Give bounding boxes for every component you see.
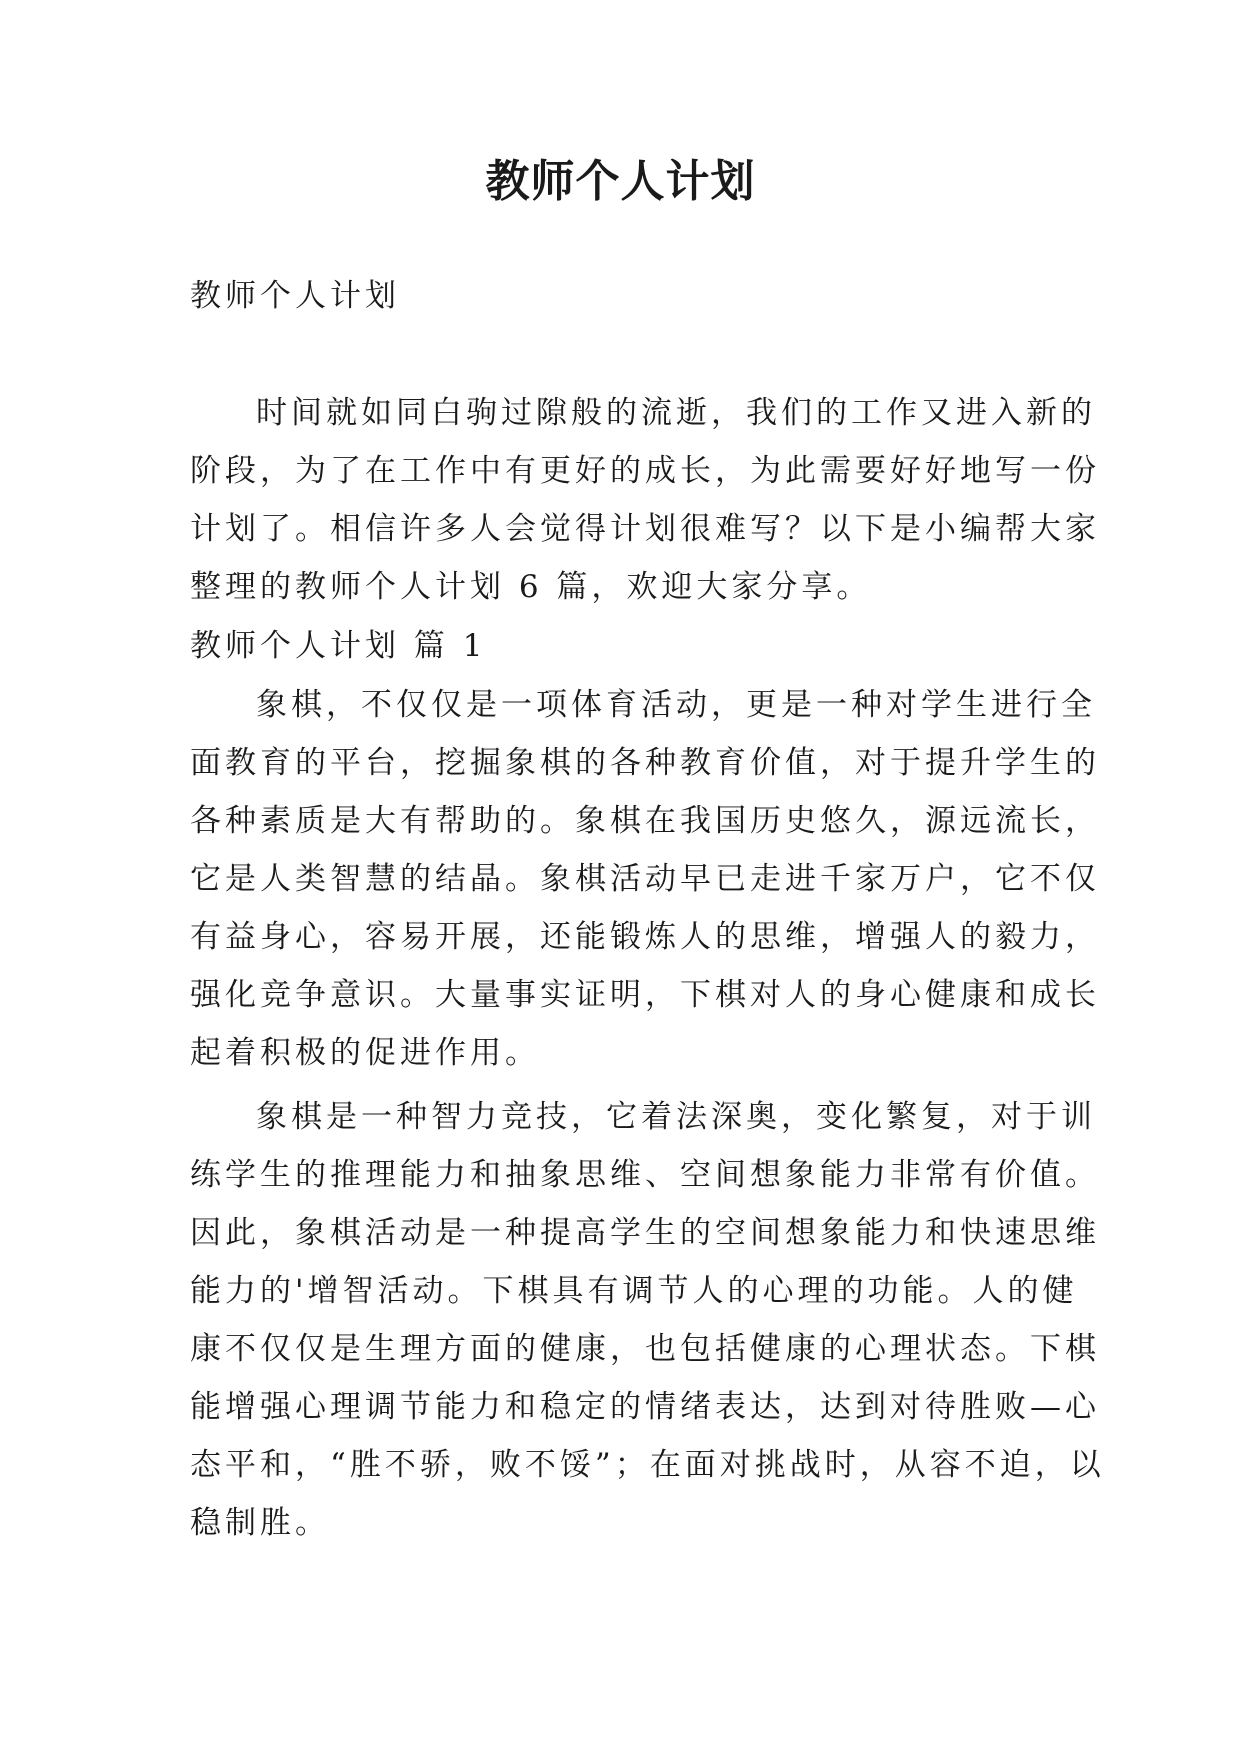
paragraph-line: 象棋是一种智力竞技，它着法深奥，变化繁复，对于训 bbox=[256, 1099, 1096, 1135]
paragraph-line: 面教育的平台，挖掘象棋的各种教育价值，对于提升学生的 bbox=[190, 745, 1100, 781]
document-body bbox=[190, 270, 1105, 1552]
paragraph-line: 整理的教师个人计划 6 篇，欢迎大家分享。 bbox=[190, 569, 872, 605]
body-paragraph-2 bbox=[190, 1088, 1105, 1552]
paragraph-line: 有益身心，容易开展，还能锻炼人的思维，增强人的毅力， bbox=[190, 919, 1100, 955]
paragraph-line: 态平和，“胜不骄，败不馁”；在面对挑战时，从容不迫，以 bbox=[190, 1447, 1105, 1483]
document-title: 教师个人计划 bbox=[485, 156, 756, 207]
paragraph-line: 起着积极的促进作用。 bbox=[190, 1035, 540, 1071]
paragraph-line: 时间就如同白驹过隙般的流逝，我们的工作又进入新的 bbox=[256, 395, 1096, 431]
paragraph-line: 练学生的推理能力和抽象思维、空间想象能力非常有价值。 bbox=[190, 1157, 1100, 1193]
body-paragraph-1 bbox=[190, 676, 1100, 1082]
paragraph-line: 能增强心理调节能力和稳定的情绪表达，达到对待胜败—心 bbox=[190, 1389, 1100, 1425]
paragraph-line: 能力的'增智活动。下棋具有调节人的心理的功能。人的健 bbox=[190, 1273, 1078, 1309]
paragraph-line: 康不仅仅是生理方面的健康，也包括健康的心理状态。下棋 bbox=[190, 1331, 1100, 1367]
paragraph-line: 阶段，为了在工作中有更好的成长，为此需要好好地写一份 bbox=[190, 453, 1100, 489]
document-subtitle: 教师个人计划 bbox=[190, 278, 400, 314]
paragraph-line: 计划了。相信许多人会觉得计划很难写？以下是小编帮大家 bbox=[190, 511, 1100, 547]
paragraph-line: 强化竞争意识。大量事实证明，下棋对人的身心健康和成长 bbox=[190, 977, 1100, 1013]
intro-paragraph bbox=[190, 384, 1100, 616]
paragraph-line: 稳制胜。 bbox=[190, 1505, 330, 1541]
section-heading: 教师个人计划 篇 1 bbox=[190, 628, 487, 664]
paragraph-line: 它是人类智慧的结晶。象棋活动早已走进千家万户，它不仅 bbox=[190, 861, 1100, 897]
paragraph-line: 因此，象棋活动是一种提高学生的空间想象能力和快速思维 bbox=[190, 1215, 1100, 1251]
paragraph-line: 象棋，不仅仅是一项体育活动，更是一种对学生进行全 bbox=[256, 687, 1096, 723]
paragraph-line: 各种素质是大有帮助的。象棋在我国历史悠久，源远流长， bbox=[190, 803, 1100, 839]
